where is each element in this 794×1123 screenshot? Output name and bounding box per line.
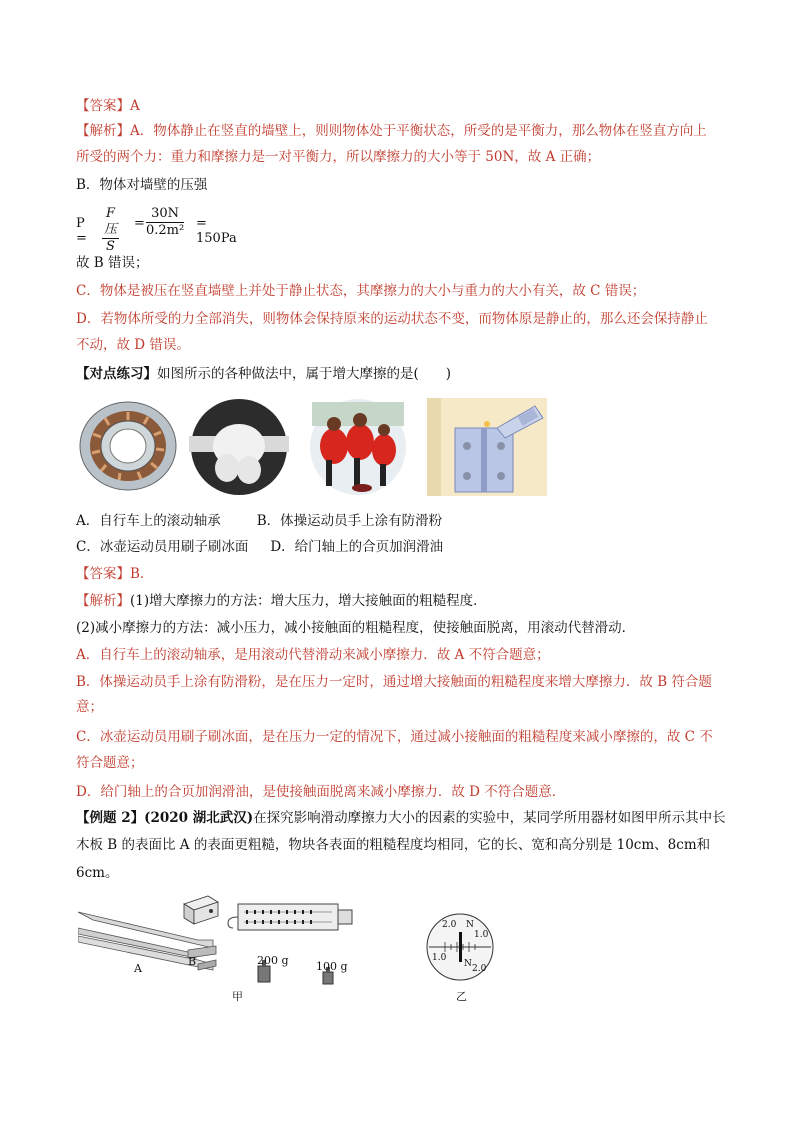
formula-fraction-1 <box>102 206 119 255</box>
analysis2-line-1 <box>76 591 487 611</box>
answer-tag-2: 【答案】 <box>76 566 130 582</box>
formula-den-2: 0.2m² <box>146 223 185 238</box>
practice-text: 如图所示的各种做法中，属于增大摩擦的是( ) <box>157 366 452 382</box>
dial-label-n1: N <box>466 920 474 930</box>
example2-text: 在探究影响滑动摩擦力大小的因素的实验中，某同学所用器材如图甲所示其中长 <box>253 810 726 826</box>
dial-label-v3: 1.0 <box>432 953 447 963</box>
answer-line-1 <box>76 96 140 116</box>
figure-yi-caption: 乙 <box>456 990 467 1003</box>
example2-line-3: 6cm。 <box>76 865 119 881</box>
formula-num-1: F压 <box>104 206 118 237</box>
options-row-2 <box>76 537 443 557</box>
analysis-line-6: D．若物体所受的力全部消失，则物体会保持原来的运动状态不变，而物体原是静止的，那么还会保持静止 <box>76 311 708 327</box>
dial-label-v4: 2.0 <box>472 964 487 974</box>
bearing-image <box>73 398 183 494</box>
option-d: D．给门轴上的合页加润滑油 <box>270 539 444 555</box>
analysis-line-2: 所受的两个力：重力和摩擦力是一对平衡力，所以摩擦力的大小等于 50N，故 A 正确； <box>76 149 601 165</box>
analysis2-line-2: (2)减小摩擦力的方法：减小压力，减小接触面的粗糙程度，使接触面脱离，用滚动代替滑动． <box>76 620 636 636</box>
weight-100g-label: 100 g <box>316 960 348 973</box>
door-hinge-image <box>427 398 547 496</box>
answer-line-2 <box>76 564 153 584</box>
analysis2-line-4: B．体操运动员手上涂有防滑粉，是在压力一定时，通过增大接触面的粗糙程度来增大摩擦力．故 B 符合题 <box>76 674 712 690</box>
analysis-text: A．物体静止在竖直的墙壁上，则则物体处于平衡状态，所受的是平衡力，那么物体在竖直方向上 <box>130 123 707 139</box>
analysis-line-5: C．物体是被压在竖直墙壁上并处于静止状态，其摩擦力的大小与重力的大小有关，故 C 错误； <box>76 283 646 299</box>
analysis-line-4: 故 B 错误； <box>76 255 149 271</box>
option-c: C．冰壶运动员用刷子刷冰面 <box>76 539 249 555</box>
analysis-line-3: B．物体对墙壁的压强 <box>76 177 208 193</box>
answer-value: A <box>130 98 140 114</box>
options-row-1 <box>76 511 442 531</box>
analysis2-line-6: C．冰壶运动员用刷子刷冰面，是在压力一定的情况下，通过减小接触面的粗糙程度来减小摩擦的，故 C 不 <box>76 729 713 745</box>
analysis-tag: 【解析】 <box>76 123 130 139</box>
dial-label-v2: 1.0 <box>474 930 489 940</box>
example2-line-1 <box>76 808 726 828</box>
analysis2-line-7: 符合题意； <box>76 755 144 771</box>
analysis-line-1 <box>76 121 707 141</box>
dial-label-n2: N <box>464 959 472 969</box>
option-a: A．自行车上的滚动轴承 <box>76 513 221 529</box>
answer-value-2: B． <box>130 566 154 582</box>
analysis-line-7: 不动，故 D 错误。 <box>76 337 190 353</box>
answer-tag: 【答案】 <box>76 98 130 114</box>
curling-image <box>304 398 412 496</box>
analysis2-text: (1)增大摩擦力的方法：增大压力，增大接触面的粗糙程度． <box>130 593 487 609</box>
example2-line-2: 木板 B 的表面比 A 的表面更粗糙，物块各表面的粗糙程度均相同，它的长、宽和高分别是 10cm、8cm和 <box>76 837 711 853</box>
formula-fraction-2 <box>146 206 184 239</box>
weight-200g-label: 200 g <box>257 954 289 967</box>
practice-line <box>76 364 451 384</box>
analysis2-line-5: 意； <box>76 699 103 715</box>
formula-num-2: 30N <box>146 206 184 223</box>
analysis2-tag: 【解析】 <box>76 593 130 609</box>
analysis2-line-8: D．给门轴上的合页加润滑油，是使接触面脱离来减小摩擦力．故 D 不符合题意． <box>76 784 566 800</box>
board-label-a: A <box>134 962 142 975</box>
figure-jia-caption: 甲 <box>232 990 243 1003</box>
option-b: B．体操运动员手上涂有防滑粉 <box>256 513 443 529</box>
figure-jia <box>78 890 418 1000</box>
analysis2-line-3: A．自行车上的滚动轴承，是用滚动代替滑动来减小摩擦力．故 A 不符合题意； <box>76 647 550 663</box>
example2-tag: 【例题 2】 <box>76 810 145 826</box>
gymnast-hands-image <box>187 398 291 496</box>
formula-den-1: S <box>106 239 115 254</box>
formula-rhs: = 150Pa <box>196 216 237 246</box>
dial-label-v1: 2.0 <box>442 920 457 930</box>
practice-tag: 【对点练习】 <box>76 366 157 382</box>
formula-eq: = <box>134 216 145 231</box>
formula-lhs: P = <box>76 216 87 246</box>
board-label-b-top: B <box>188 955 197 968</box>
example2-source: (2020 湖北武汉) <box>144 810 254 826</box>
